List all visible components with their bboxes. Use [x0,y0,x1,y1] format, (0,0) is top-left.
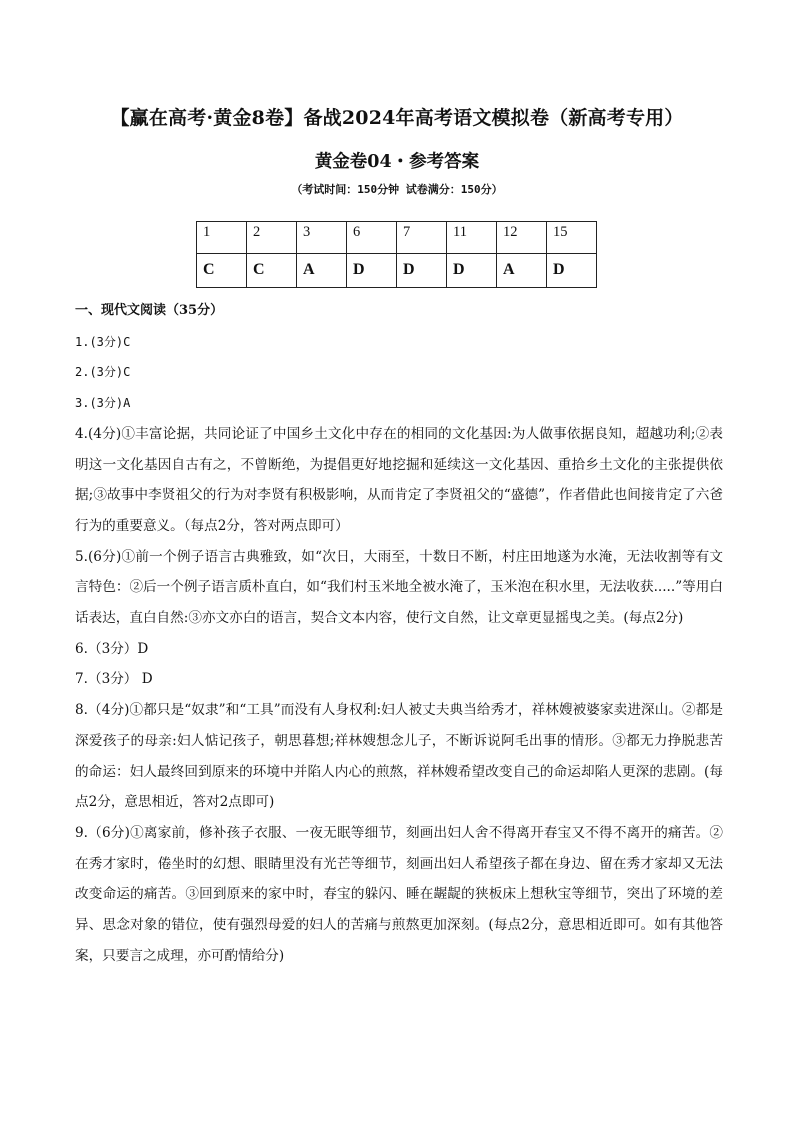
document-subtitle: 黄金卷04・参考答案 [314,152,480,172]
answer-item-2: 2.(3分)C [75,365,131,380]
question-number-cell: 2 [247,222,297,254]
question-number-cell: 1 [197,222,247,254]
answer-item-5: 5.(6分)①前一个例子语言古典雅致，如“次日，大雨至，十数日不断，村庄田地遂为水淹，无法收割等有文言特色：②后一个例子语言质朴直白，如“我们村玉米地全被水淹了，玉米泡在积水里，无法收获.....”等用白话表达，直白自然:③亦文亦白的语言，契合文本内容，使行文自然，让文章更显摇曳之美。(每点2分) [75,548,723,627]
question-number-cell: 3 [297,222,347,254]
answer-cell: D [397,254,447,288]
answer-item-1: 1.(3分)C [75,334,131,349]
answer-table [196,221,597,288]
document-title: 【赢在高考·黄金8卷】备战2024年高考语文模拟卷（新高考专用） [110,107,684,129]
question-number-row [197,222,597,254]
answer-cell: A [297,254,347,288]
answer-item-7: 7.（3分） D [75,671,153,688]
answer-cell: A [497,254,547,288]
answer-item-3: 3.(3分)A [75,396,131,411]
answer-cell: C [247,254,297,288]
answer-item-8: 8.（4分)①都只是“奴隶”和“工具”而没有人身权利:妇人被丈夫典当给秀才，祥林嫂被婆家卖进深山。②都是深爱孩子的母亲:妇人惦记孩子，朝思暮想;祥林嫂想念儿子，不断诉说阿毛出事的情形。③都无力挣脱悲苦的命运：妇人最终回到原来的环境中并陷人内心的煎熬，祥林嫂希望改变自己的命运却陷人更深的悲剧。(每点2分，意思相近，答对2点即可) [75,702,723,811]
question-number-cell: 12 [497,222,547,254]
answer-cell: D [547,254,597,288]
answer-item-4: 4.(4分)①丰富论据，共同论证了中国乡土文化中存在的相同的文化基因:为人做事依据良知，超越功利;②表明这一文化基因自古有之，不曾断绝，为提倡更好地挖掘和延续这一文化基因、重拾乡土文化的主张提供依据;③故事中李贤祖父的行为对李贤有积极影响，从而肯定了李贤祖父的“盛德”，作者借此也间接肯定了六爸行为的重要意义。（每点2分，答对两点即可） [75,425,723,534]
question-number-cell: 7 [397,222,447,254]
answer-row [197,254,597,288]
question-number-cell: 15 [547,222,597,254]
section-heading: 一、现代文阅读（35分） [75,303,224,318]
answer-cell: D [347,254,397,288]
answer-item-9: 9.（6分)①离家前，修补孩子衣服、一夜无眠等细节，刻画出妇人舍不得离开春宝又不得不离开的痛苦。②在秀才家时，倦坐时的幻想、眼睛里没有光芒等细节，刻画出妇人希望孩子都在身边、留在秀才家却又无法改变命运的痛苦。③回到原来的家中时，春宝的躲闪、睡在龌龊的狭板床上想秋宝等细节，突出了环境的差异、思念对象的错位，使有强烈母爱的妇人的苦痛与煎熬更加深刻。(每点2分，意思相近即可。如有其他答案，只要言之成理，亦可酌情给分) [75,824,723,964]
answer-item-6: 6.（3分）D [75,640,149,657]
answer-cell: C [197,254,247,288]
question-number-cell: 11 [447,222,497,254]
answer-content [75,296,723,971]
question-number-cell: 6 [347,222,397,254]
exam-info: （考试时间：150分钟 试卷满分：150分） [291,183,503,196]
answer-cell: D [447,254,497,288]
